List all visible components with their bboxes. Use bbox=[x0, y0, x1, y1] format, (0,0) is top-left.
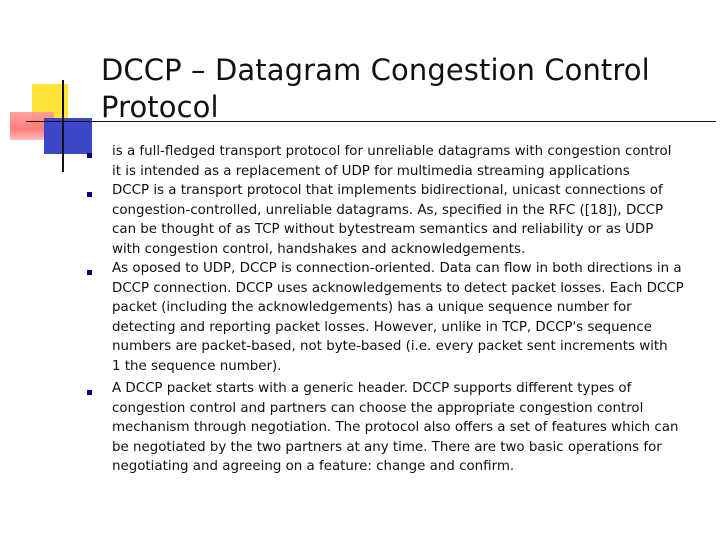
square-bullet-icon bbox=[87, 153, 92, 158]
bullet-text: As oposed to UDP, DCCP is connection-oriented. Data can flow in both directions in a DCCP connection. DCCP uses acknowledgements to detect packet losses. Each DCCP packet (including the acknowledgements) has a unique sequence number for detecting and reporting packet losses. However, unlike in TCP, DCCP's sequence numbers are packet-based, not byte-based (i.e. every packet sent increments with 1 the sequence number). bbox=[112, 261, 684, 374]
slide-title: DCCP – Datagram Congestion Control Protocol bbox=[101, 53, 650, 124]
square-bullet-icon bbox=[87, 192, 92, 197]
bullet-text: DCCP is a transport protocol that implements bidirectional, unicast connections of congestion-controlled, unreliable datagrams. As, specified in the RFC ([18]), DCCP can be thought of as TCP without bytestream semantics and reliability or as UDP with congestion control, handshakes and acknowledgements. bbox=[112, 183, 664, 257]
bullet-text: A DCCP packet starts with a generic header. DCCP supports different types of congestion control and partners can choose the appropriate congestion control mechanism through negotiation. The protocol also offers a set of features which can be negotiated by the two partners at any time. There are two basic operations for negotiating and agreeing on a feature: change and confirm. bbox=[112, 381, 679, 475]
square-bullet-icon bbox=[87, 390, 92, 395]
bullet-text: is a full-fledged transport protocol for unreliable datagrams with congestion control it is intended as a replacement of UDP for multimedia streaming applications bbox=[112, 144, 672, 179]
square-bullet-icon bbox=[87, 270, 92, 275]
